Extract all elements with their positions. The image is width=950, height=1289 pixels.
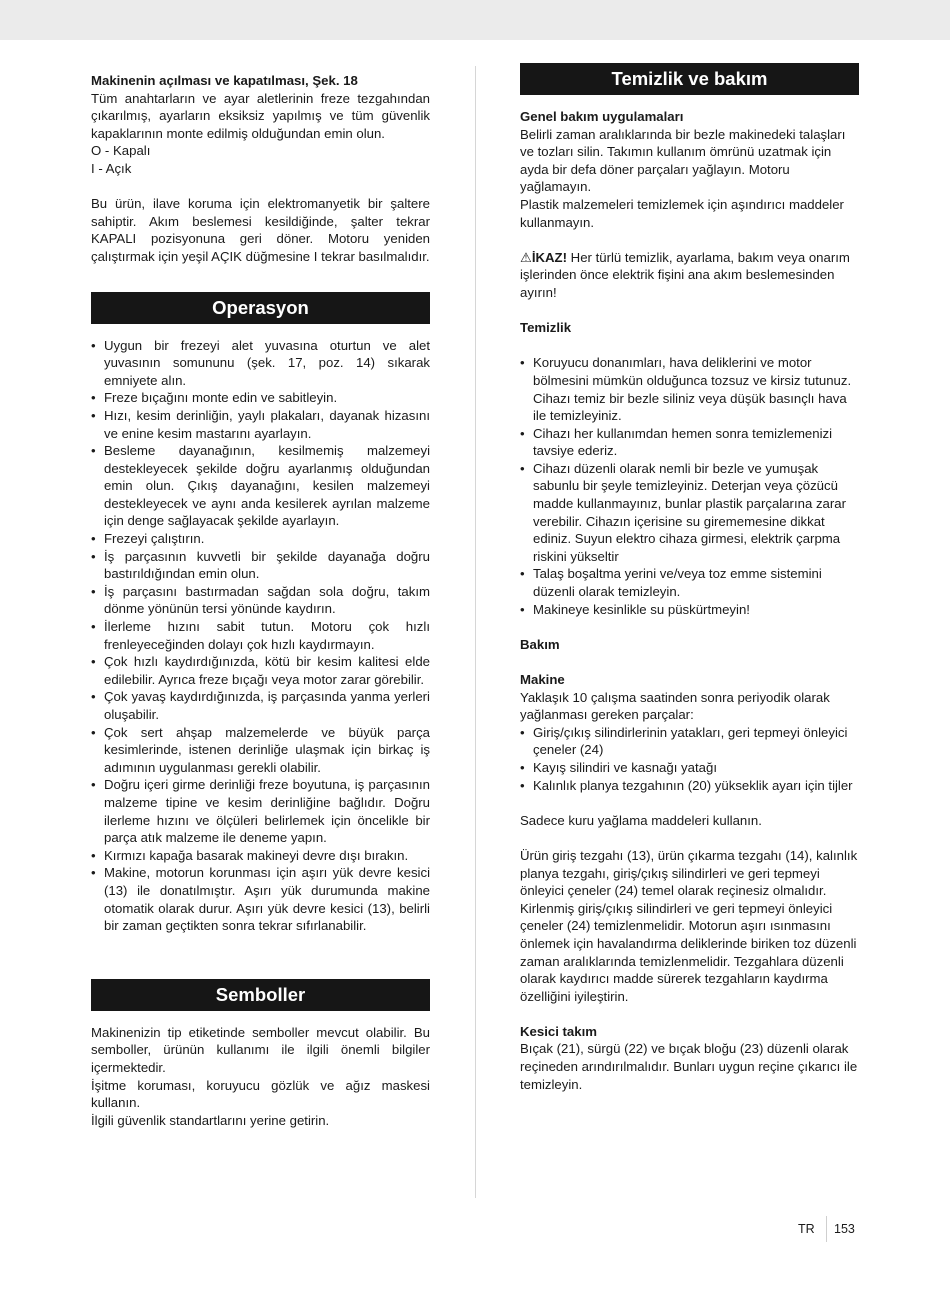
list-item: • Çok yavaş kaydırdığınızda, iş parçasında yanma yerleri oluşabilir. — [91, 688, 430, 723]
list-item: • Doğru içeri girme derinliği freze boyutuna, iş parçasının malzeme tipine ve kesim derinliğine bağlıdır. Doğru ilerleme hızını ve ölçüleri belirlemek için öncelikle bir parça atık malzeme ile deneme yapın. — [91, 776, 430, 846]
paragraph: Bıçak (21), sürgü (22) ve bıçak bloğu (23) düzenli olarak reçineden arındırılmalıdır. Bunları uygun reçine çıkarıcı ile temizleyin. — [520, 1041, 858, 1092]
paragraph: İlgili güvenlik standartlarını yerine getirin. — [91, 1112, 330, 1128]
operation-list — [91, 337, 430, 935]
list-item: • Makine, motorun korunması için aşırı yük devre kesici (13) ile donatılmıştır. Aşırı yük durumunda makine otomatik olarak durur. Aşırı yük devre kesici (13), belirli bir zaman geçtikten sonra tekrar sıfırlanabilir. — [91, 864, 430, 934]
subsection-title-cutting-tool: Kesici takım — [520, 1023, 597, 1039]
list-item: • Makineye kesinlikle su püskürtmeyin! — [520, 601, 859, 619]
paragraph: Makinenizin tip etiketinde semboller mevcut olabilir. Bu semboller, ürünün kullanımı ile ilgili önemli bilgiler içermektedir. — [91, 1024, 430, 1075]
list-item: • İş parçasının kuvvetli bir şekilde dayanağa doğru bastırıldığından emin olun. — [91, 548, 430, 583]
subsection-title-general-maintenance: Genel bakım uygulamaları — [520, 109, 684, 124]
paragraph: İşitme koruması, koruyucu gözlük ve ağız maskesi kullanın. — [91, 1077, 430, 1111]
subsection-title-cleaning: Temizlik — [520, 320, 572, 336]
list-item: • Giriş/çıkış silindirlerinin yatakları, geri tepmeyi önleyici çeneler (24) — [520, 724, 859, 759]
subsection-title-maintenance: Bakım — [520, 636, 560, 652]
warning-triangle-icon: ⚠ — [520, 249, 532, 265]
footer-divider — [826, 1216, 827, 1242]
section-header-operasyon: Operasyon — [91, 292, 430, 324]
paragraph: I - Açık — [91, 160, 132, 176]
paragraph: Ürün giriş tezgahı (13), ürün çıkarma tezgahı (14), kalınlık planya tezgahı, giriş/çıkış silindirleri ve geri tepmeyi önleyici çeneler (24) temel olarak reçinesiz olmalıdır. Kirlenmiş giriş/çıkış silindirleri ve geri tepmeyi önleyici çeneler (24) temizlenmelidir. Motorun aşırı ısınmasını önlemek için havalandırma deliklerinde biriken toz düzenli zaman aralıklarında temizlenmelidir. Tezgahlara düzenli olarak kaydırıcı madde sürerek tezgahların kaydırma özelliğini iyileştirin. — [520, 847, 858, 1004]
column-divider — [475, 66, 476, 1198]
lubrication-list — [520, 724, 859, 794]
paragraph: Tüm anahtarların ve ayar aletlerinin freze tezgahından çıkarılmış, ayarların eksiksiz yapılmış ve tüm güvenlik kapaklarının monte edilmiş olduğundan emin olun. — [91, 90, 430, 141]
right-column — [520, 60, 859, 1093]
page-number: 153 — [834, 1222, 855, 1236]
paragraph: Yaklaşık 10 çalışma saatinden sonra periyodik olarak yağlanması gereken parçalar: — [520, 689, 830, 723]
warning-label: İKAZ! — [531, 249, 567, 265]
list-item: • Kalınlık planya tezgahının (20) yükseklik ayarı için tijler — [520, 777, 859, 795]
list-item: • Çok hızlı kaydırdığınızda, kötü bir kesim kalitesi elde edilebilir. Ayrıca freze bıçağı veya motor zarar görebilir. — [91, 653, 430, 688]
warning-paragraph — [520, 249, 859, 302]
list-item: • Hızı, kesim derinliğin, yaylı plakaları, dayanak hizasını ve enine kesim mastarını ayarlayın. — [91, 407, 430, 442]
language-code: TR — [798, 1222, 815, 1236]
list-item: • Besleme dayanağının, kesilmemiş malzemeyi destekleyecek şekilde doğru ayarlanmış olduğundan emin olun. Çıkış dayanağını, kesilen malzemeyi destekleyecek ve aynı anda kesilerek ayrılan malzeme için denge sağlayacak şekilde ayarlayın. — [91, 442, 430, 530]
list-item: • Cihazı düzenli olarak nemli bir bezle ve yumuşak sabunlu bir şeyle temizleyiniz. Deterjan veya çözücü madde kullanmayınız, bunlar plastik parçalarına zarar verebilir. Cihazın içerisine su girememesine dikkat ediniz. Suyun elektro cihaza girmesi, elektrik çarpma riskini yükseltir — [520, 460, 859, 566]
paragraph: Sadece kuru yağlama maddeleri kullanın. — [520, 812, 762, 828]
paragraph: Belirli zaman aralıklarında bir bezle makinedeki talaşları ve tozları silin. Takımın kullanım ömrünü uzatmak için ayda bir defa döner parçaları yağlayın. Motoru yağlamayın. — [520, 126, 846, 195]
list-item: • Uygun bir frezeyi alet yuvasına oturtun ve alet yuvasının somununu (şek. 17, poz. 14) sıkarak emniyete alın. — [91, 337, 430, 390]
top-bar — [0, 0, 950, 40]
list-item: • Koruyucu donanımları, hava deliklerini ve motor bölmesini mümkün olduğunca tozsuz ve kirsiz tutunuz. Cihazı temiz bir bezle siliniz veya düşük basınçlı hava ile temizleyiniz. — [520, 354, 859, 424]
section-header-cleaning-maintenance: Temizlik ve bakım — [520, 63, 859, 95]
subsection-title-machine: Makine — [520, 672, 565, 687]
page-footer — [770, 1216, 856, 1242]
list-item: • Talaş boşaltma yerini ve/veya toz emme sistemini düzenli olarak temizleyin. — [520, 565, 859, 600]
section-header-semboller: Semboller — [91, 979, 430, 1011]
paragraph: Bu ürün, ilave koruma için elektromanyetik bir şaltere sahiptir. Akım beslemesi kesildiğinde, şalter tekrar KAPALI pozisyonuna geri döner. Motoru yeniden çalıştırmak için yeşil AÇIK düğmesine I tekrar basılmalıdır. — [91, 196, 430, 264]
list-item: • İş parçasını bastırmadan sağdan sola doğru, takım dönme yönünün tersi yönünde kaydırın. — [91, 583, 430, 618]
paragraph: Plastik malzemeleri temizlemek için aşındırıcı maddeler kullanmayın. — [520, 196, 844, 230]
cleaning-list — [520, 354, 859, 618]
section-title-machine-on-off: Makinenin açılması ve kapatılması, Şek. 18 — [91, 73, 358, 88]
list-item: • Cihazı her kullanımdan hemen sonra temizlemenizi tavsiye ederiz. — [520, 425, 859, 460]
list-item: • Kırmızı kapağa basarak makineyi devre dışı bırakın. — [91, 847, 430, 865]
list-item: • Freze bıçağını monte edin ve sabitleyin. — [91, 389, 430, 407]
list-item: • İlerleme hızını sabit tutun. Motoru çok hızlı frenleyeceğinden dolayı çok hızlı kaydırmayın. — [91, 618, 430, 653]
warning-text: Her türlü temizlik, ayarlama, bakım veya onarım işlerinden önce elektrik fişini ana akım beslemesinden ayırın! — [520, 249, 850, 300]
list-item: • Frezeyi çalıştırın. — [91, 530, 430, 548]
list-item: • Kayış silindiri ve kasnağı yatağı — [520, 759, 859, 777]
list-item: • Çok sert ahşap malzemelerde ve büyük parça kesimlerinde, istenen derinliğe ulaşmak için birkaç iş adımının uygulanması gerekli olabilir. — [91, 724, 430, 777]
paragraph: O - Kapalı — [91, 143, 151, 159]
left-column — [91, 60, 430, 1129]
